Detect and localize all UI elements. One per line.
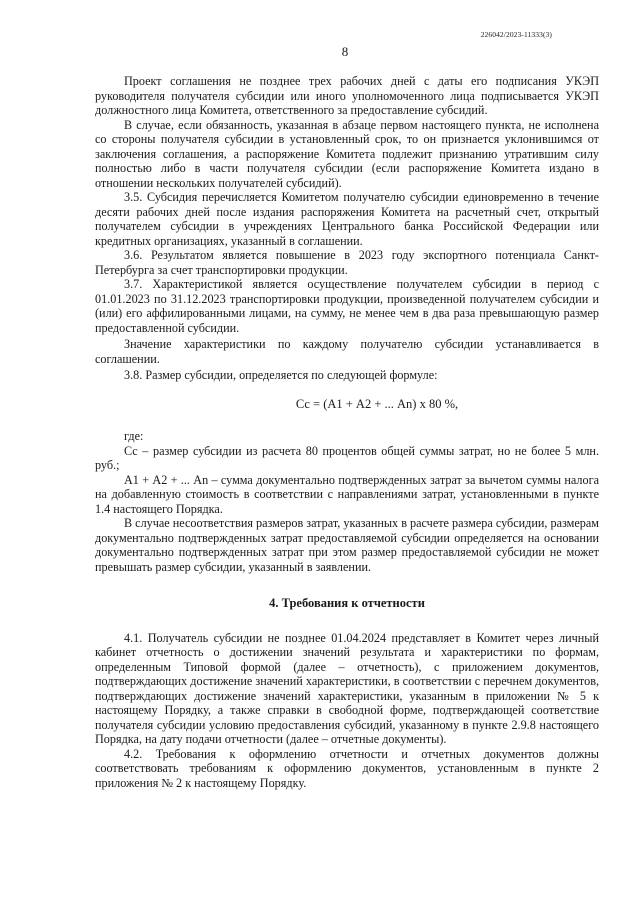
paragraph: 3.7. Характеристикой является осуществление получателем субсидии в период с 01.01.2023 по 31.12.2023 транспортировки продукции, произведенной получателем субсидии и (или) его аффилированными лицами, на сумму, не менее чем в два раза превышающую размер предоставленной субсидии. [95,277,599,335]
paragraph: В случае несоответствия размеров затрат, указанных в расчете размера субсидии, размерам документально подтвержденных затрат предоставляемой субсидии определяется на основании документально подтвержденных затрат при этом размер предоставляемой субсидии не может превышать размер субсидии, указанный в заявлении. [95,516,599,574]
paragraph: 4.1. Получатель субсидии не позднее 01.04.2024 представляет в Комитет через личный кабинет отчетность о достижении значений результата и характеристики по формам, определенным Типовой формой (далее – отчетность), с приложением документов, подтверждающих достижение значений характеристики, в соответствии с перечнем документов, подтверждающих достижение значений характеристики, указанным в приложении № 5 к настоящему Порядку, а также справки в свободной форме, подтверждающей соответствие получателя субсидии условию предоставления субсидий, указанному в пункте 2.9.8 настоящего Порядка, на дату подачи отчетности (далее – отчетные документы). [95,630,599,746]
subsidy-formula: Сс = (А1 + А2 + ... Аn) х 80 %, [295,396,459,411]
paragraph: 3.5. Субсидия перечисляется Комитетом получателю субсидии единовременно в течение десяти рабочих дней после издания распоряжения Комитета на расчетный счет, открытый получателем субсидии в учреждениях Центрального банка Российской Федерации или кредитных организациях, указанный в соглашении. [95,190,599,248]
document-registration-number: 226042/2023-11333(3) [480,30,552,39]
paragraph: Значение характеристики по каждому получателю субсидии устанавливается в соглашении. [95,337,599,366]
paragraph: А1 + А2 + ... Аn – сумма документально подтвержденных затрат за вычетом суммы налога на добавленную стоимость в соответствии с направлениями затрат, установленными в пункте 1.4 настоящего Порядка. [95,472,599,516]
paragraph: 4.2. Требования к оформлению отчетности и отчетных документов должны соответствовать требованиям к оформлению документов, установленным в пункте 2 приложения № 2 к настоящему Порядку. [95,746,599,790]
section-heading: 4. Требования к отчетности [269,596,425,610]
document-body [95,74,599,790]
paragraph: Сс – размер субсидии из расчета 80 процентов общей суммы затрат, но не более 5 млн. руб.; [95,443,599,472]
paragraph: где: [124,429,144,443]
paragraph: В случае, если обязанность, указанная в абзаце первом настоящего пункта, не исполнена со стороны получателя субсидии в установленный срок, то он признается уклонившимся от заключения соглашения, а распоряжение Комитета подлежит признанию утратившим силу полностью либо в части получателя субсидии (если распоряжение Комитета издано в отношении нескольких получателей субсидий). [95,117,599,190]
paragraph: Проект соглашения не позднее трех рабочих дней с даты его подписания УКЭП руководителя получателя субсидии или иного уполномоченного лица подписывается УКЭП должностного лица Комитета, ответственного за предоставление субсидий. [95,74,599,117]
paragraph: 3.6. Результатом является повышение в 2023 году экспортного потенциала Санкт-Петербурга за счет транспортировки продукции. [95,248,599,277]
page-number: 8 [341,44,349,59]
paragraph: 3.8. Размер субсидии, определяется по следующей формуле: [124,368,438,382]
